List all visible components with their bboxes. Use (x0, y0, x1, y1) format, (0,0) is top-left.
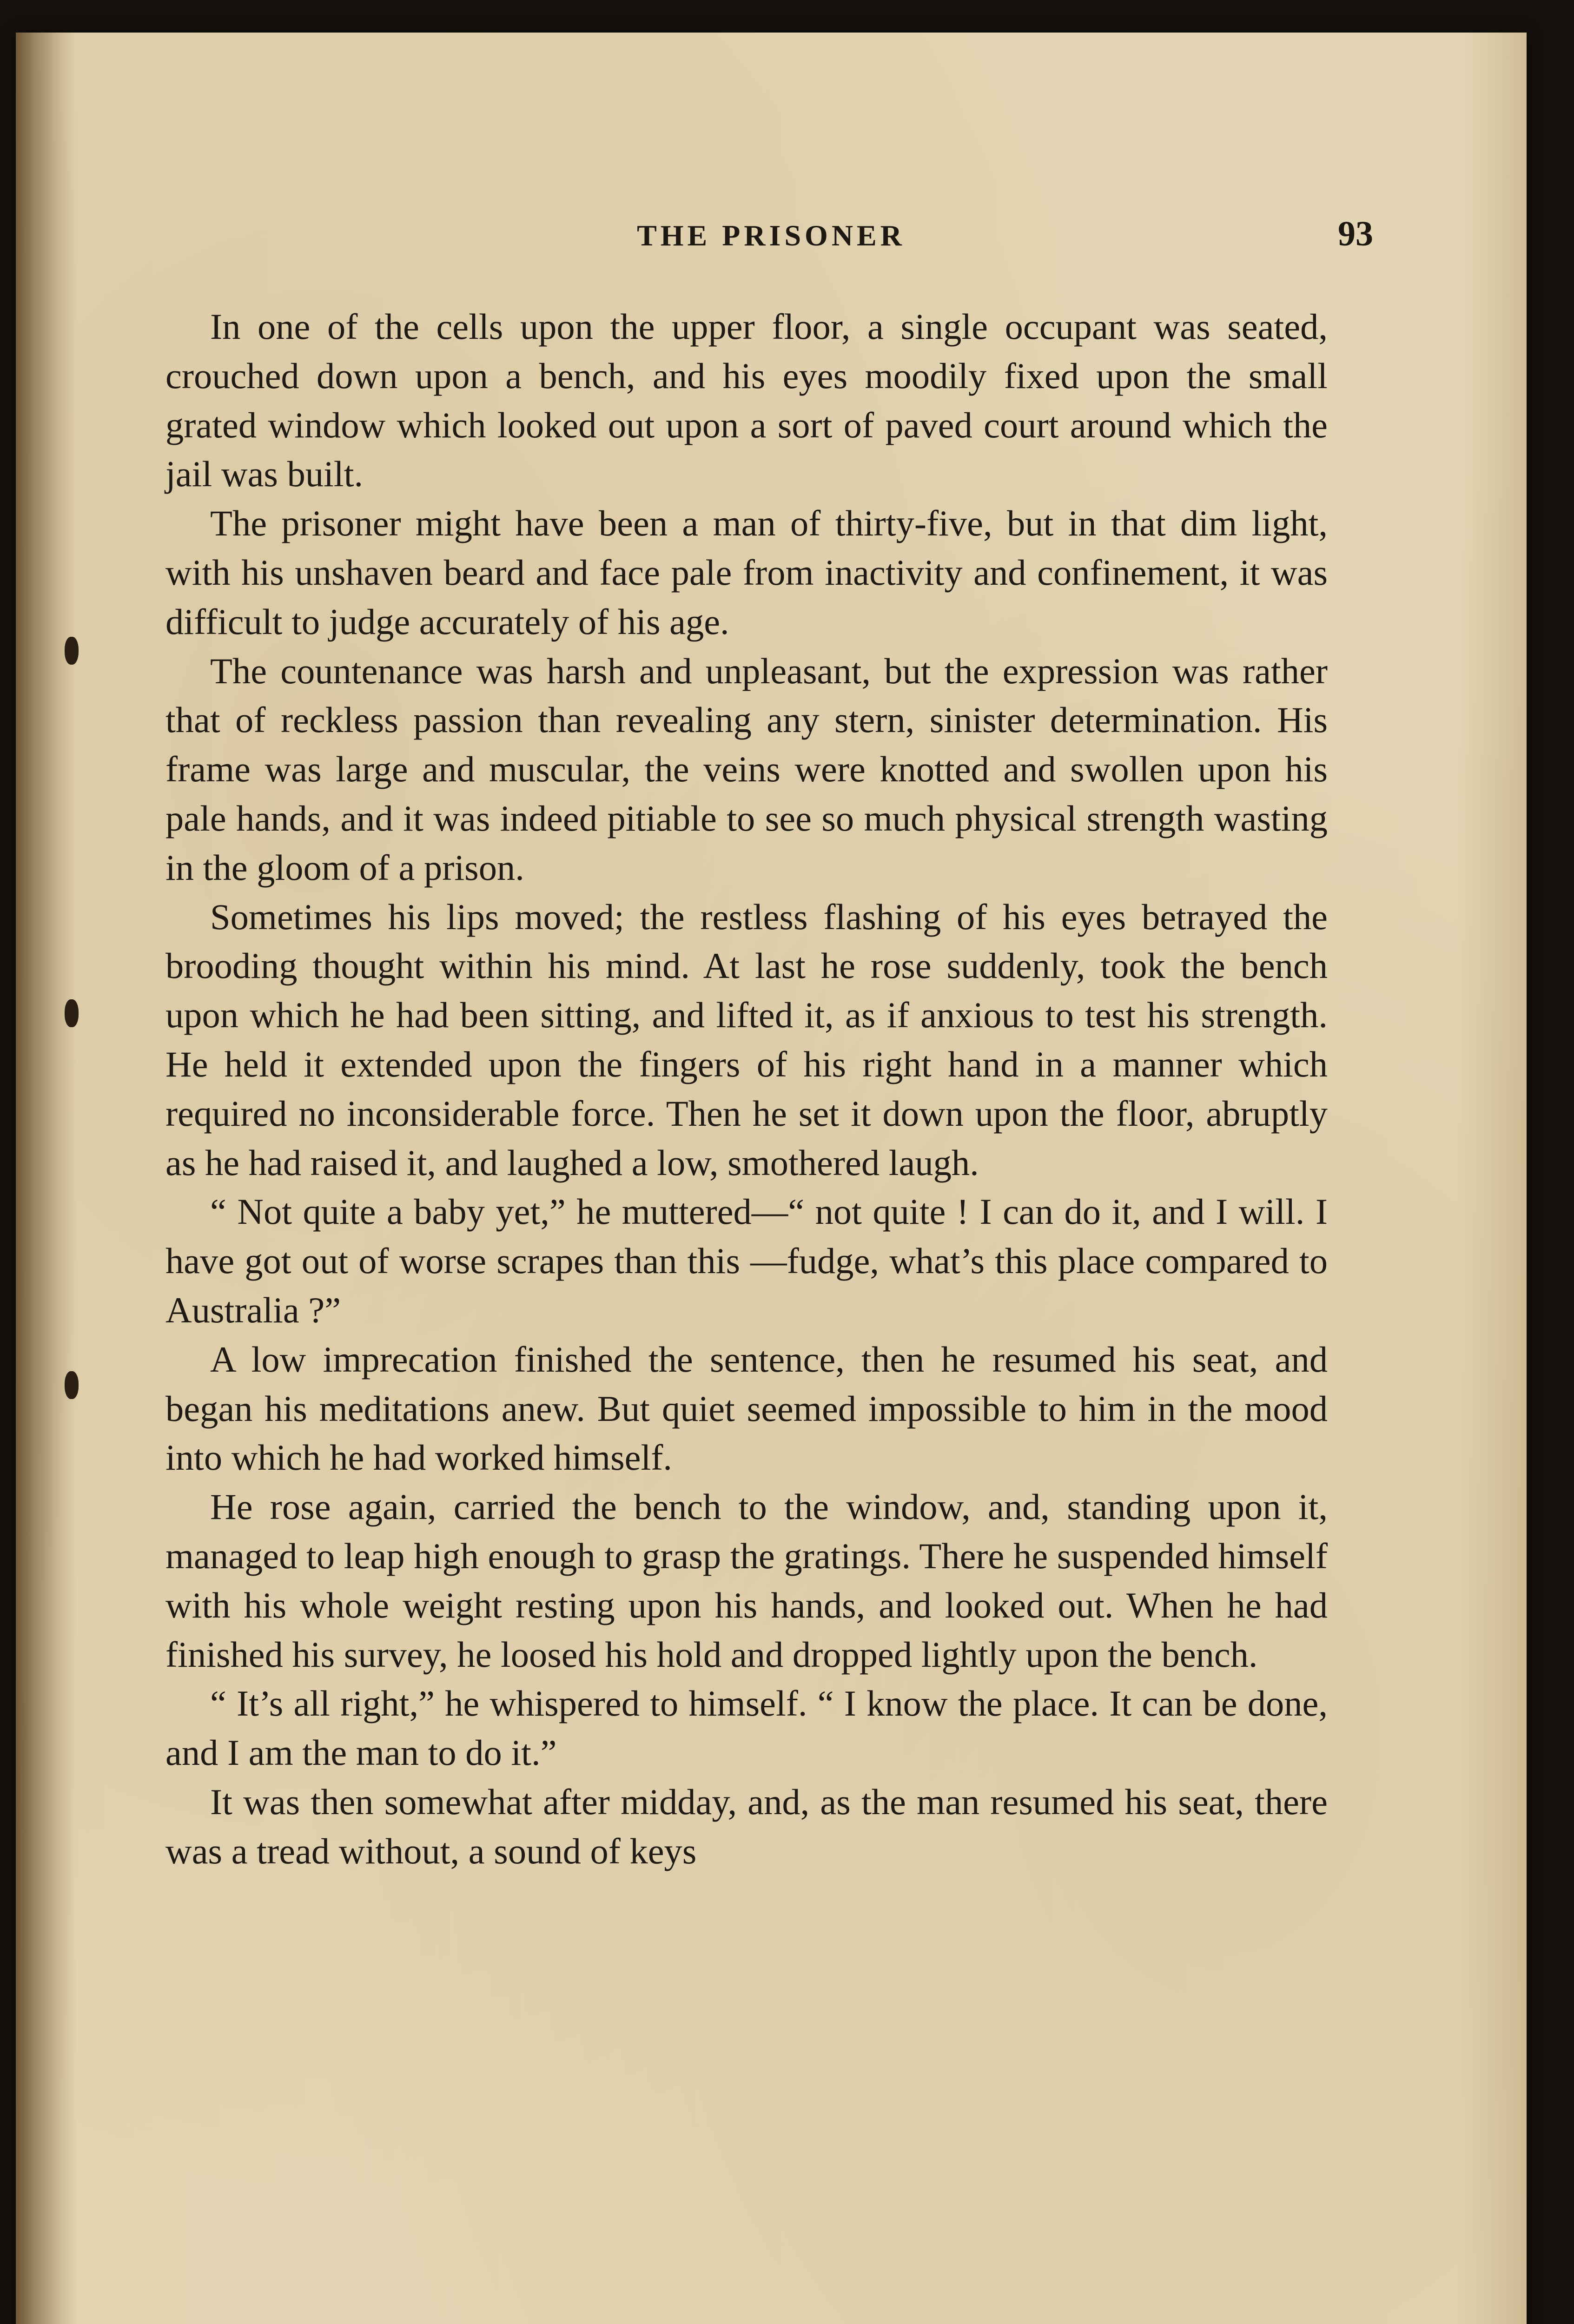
page-header (169, 214, 1373, 260)
paragraph: “ It’s all right,” he whispered to himself. “ I know the place. It can be done, and I am the man to do it.” (165, 1683, 1328, 1773)
running-head: THE PRISONER (637, 219, 906, 252)
paragraph: A low imprecation finished the sentence, then he resumed his seat, and began his meditations anew. But quiet seemed impossible to him in the mood into which he had worked himself. (165, 1339, 1328, 1478)
spine-shadow (16, 33, 76, 2324)
paragraph: Sometimes his lips moved; the restless flashing of his eyes betrayed the brooding thought within his mind. At last he rose suddenly, took the bench upon which he had been sitting, and lifted it, as if anxious to test his strength. He held it extended upon the fingers of his right hand in a manner which required no inconsiderable force. Then he set it down upon the floor, abruptly as he had raised it, and laughed a low, smothered laugh. (165, 896, 1328, 1183)
binding-hole (65, 637, 79, 665)
paragraph: The prisoner might have been a man of thirty-five, but in that dim light, with his unshaven beard and face pale from inactivity and confinement, it was difficult to judge accurately of his age. (165, 503, 1328, 642)
binding-hole (65, 999, 79, 1027)
paragraph: The countenance was harsh and unpleasant, but the expression was rather that of reckless passion than revealing any stern, sinister determination. His frame was large and muscular, the veins were knotted and swollen upon his pale hands, and it was indeed pitiable to see so much physical strength wasting in the gloom of a prison. (165, 650, 1328, 888)
binding-hole (65, 1371, 79, 1399)
paragraph: It was then somewhat after midday, and, as the man resumed his seat, there was a tread without, a sound of keys (165, 1781, 1328, 1871)
book-page (16, 33, 1527, 2324)
paragraph: In one of the cells upon the upper floor, a single occupant was seated, crouched down upon a bench, and his eyes moodily fixed upon the small grated window which looked out upon a sort of paved court around which the jail was built. (165, 306, 1328, 495)
paragraph: “ Not quite a baby yet,” he muttered—“ not quite ! I can do it, and I will. I have got out of worse scrapes than this —fudge, what’s this place compared to Australia ?” (165, 1191, 1328, 1330)
paragraph: He rose again, carried the bench to the window, and, standing upon it, managed to leap high enough to grasp the gratings. There he suspended himself with his whole weight resting upon his hands, and looked out. When he had finished his survey, he loosed his hold and dropped lightly upon the bench. (165, 1486, 1328, 1675)
page-number: 93 (1338, 214, 1373, 253)
body-text (165, 302, 1328, 1876)
